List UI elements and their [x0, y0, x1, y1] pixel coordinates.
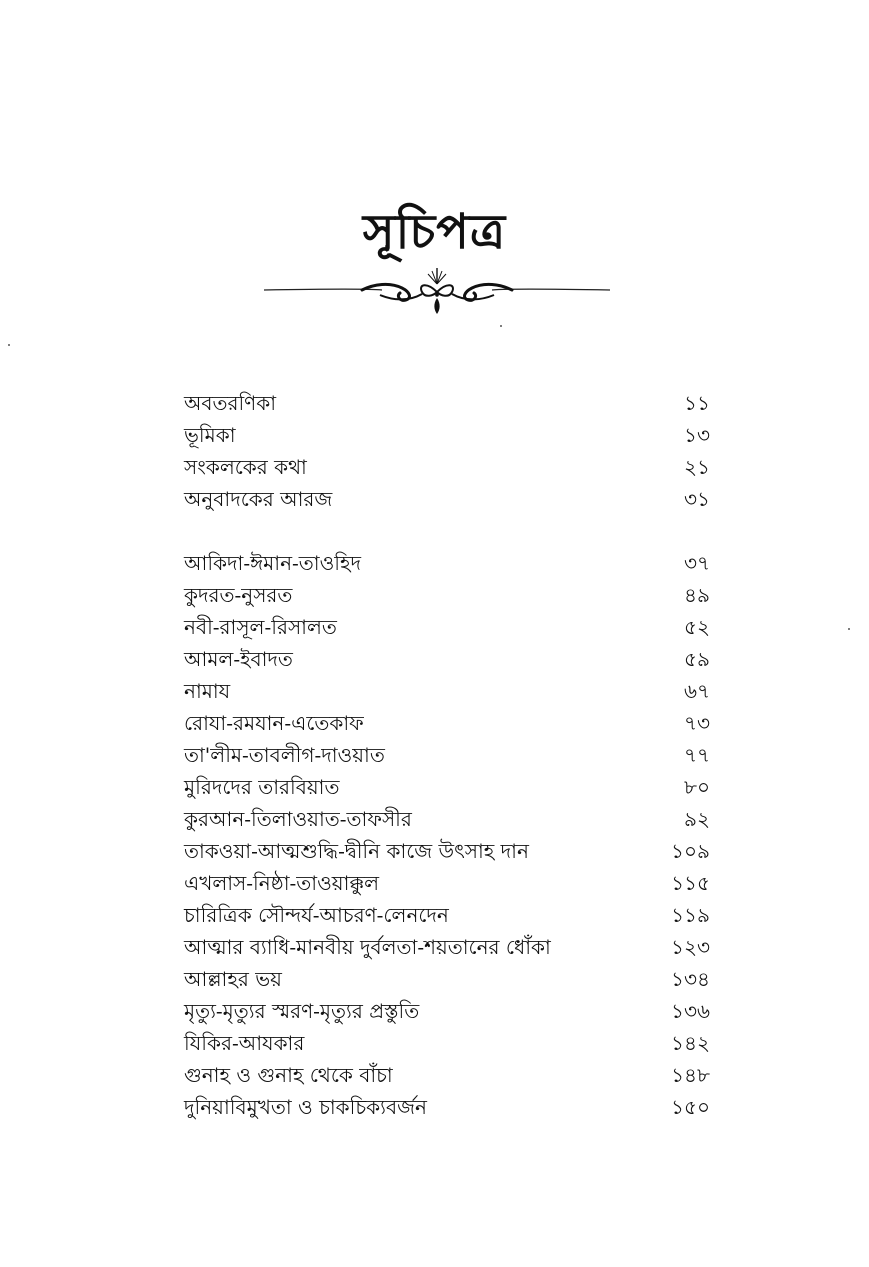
toc-entry-label: মুরিদদের তারবিয়াত [184, 775, 340, 799]
toc-entry-page: ১৪৮ [671, 1063, 710, 1087]
toc-entry[interactable] [184, 835, 710, 867]
toc-entry-page: ১০৯ [671, 839, 710, 863]
toc-entry-page: ৭৩ [683, 711, 710, 735]
toc-entry[interactable] [184, 579, 710, 611]
toc-entry[interactable] [184, 803, 710, 835]
scan-speck [848, 628, 850, 630]
toc-entry[interactable] [184, 931, 710, 963]
toc-entry-page: ৩৭ [683, 551, 710, 575]
toc-entry-page: ১৩৪ [671, 967, 710, 991]
toc-entry-label: তা'লীম-তাবলীগ-দাওয়াত [184, 743, 385, 767]
toc-entry[interactable] [184, 1027, 710, 1059]
toc-entry-label: মৃত্যু-মৃত্যুর স্মরণ-মৃত্যুর প্রস্তুতি [184, 999, 420, 1023]
toc-entry-page: ১১৯ [671, 903, 710, 927]
toc-entry-label: আমল-ইবাদত [184, 647, 293, 671]
toc-entry-label: তাকওয়া-আত্মশুদ্ধি-দ্বীনি কাজে উৎসাহ দান [184, 839, 529, 863]
toc-entry-page: ৬৭ [683, 679, 710, 703]
toc-entry-label: কুরআন-তিলাওয়াত-তাফসীর [184, 807, 412, 831]
toc-entry-label: চারিত্রিক সৌন্দর্য-আচরণ-লেনদেন [184, 903, 449, 927]
toc-entry[interactable] [184, 547, 710, 579]
toc-entry-page: ১৫০ [671, 1095, 710, 1119]
page-title: সূচিপত্র [362, 204, 507, 260]
toc-entry-page: ৫৯ [684, 647, 710, 671]
toc-entry-page: ১২৩ [671, 935, 710, 959]
toc-entry[interactable] [184, 643, 710, 675]
toc-entry[interactable] [184, 483, 710, 515]
toc-entry[interactable] [184, 771, 710, 803]
toc-entry-label: নামায [184, 679, 231, 703]
toc-entry-label: নবী-রাসূল-রিসালত [184, 615, 337, 639]
toc-entry-page: ৩১ [684, 487, 710, 511]
toc-entry-page: ৭৭ [683, 743, 710, 767]
toc-entry[interactable] [184, 1059, 710, 1091]
toc-entry-page: ১১ [684, 391, 710, 415]
toc-entry-label: ভূমিকা [184, 423, 236, 447]
toc-entry[interactable] [184, 675, 710, 707]
toc-entry-label: অনুবাদকের আরজ [184, 487, 333, 511]
toc-entry-page: ৪৯ [684, 583, 710, 607]
toc-entry[interactable] [184, 387, 710, 419]
toc-entry-label: সংকলকের কথা [184, 455, 307, 479]
toc-entry[interactable] [184, 707, 710, 739]
toc-entry-page: ১৪২ [671, 1031, 710, 1055]
toc-entry[interactable] [184, 963, 710, 995]
toc-entry-page: ১১৫ [671, 871, 710, 895]
toc-entry-label: গুনাহ ও গুনাহ থেকে বাঁচা [184, 1063, 393, 1087]
toc-entry-label: রোযা-রমযান-এতেকাফ [184, 711, 364, 735]
decorative-divider-icon [262, 262, 612, 318]
toc-entry-label: আত্মার ব্যাধি-মানবীয় দুর্বলতা-শয়তানের ধোঁকা [184, 935, 551, 959]
toc-entry-page: ২১ [684, 455, 710, 479]
toc-entry-page: ১৩৬ [671, 999, 710, 1023]
toc-entry-label: দুনিয়াবিমুখতা ও চাকচিক্যবর্জন [184, 1095, 427, 1119]
toc-entry[interactable] [184, 419, 710, 451]
toc-entry[interactable] [184, 899, 710, 931]
toc-entry-page: ৫২ [684, 615, 710, 639]
toc-entry-label: আল্লাহর ভয় [184, 967, 282, 991]
toc-entry[interactable] [184, 611, 710, 643]
toc-entry-label: এখলাস-নিষ্ঠা-তাওয়াক্কুল [184, 871, 379, 895]
toc-entry-page: ১৩ [684, 423, 710, 447]
toc-entry[interactable] [184, 739, 710, 771]
toc-entry[interactable] [184, 451, 710, 483]
scan-speck [500, 325, 502, 327]
scan-speck [8, 344, 10, 346]
toc-entry-label: অবতরণিকা [184, 391, 277, 415]
toc-group-front-matter [184, 387, 710, 515]
table-of-contents [184, 387, 710, 1123]
toc-entry-page: ৮০ [684, 775, 710, 799]
toc-group-chapters [184, 547, 710, 1123]
toc-entry-page: ৯২ [684, 807, 710, 831]
toc-entry[interactable] [184, 1091, 710, 1123]
toc-entry-label: কুদরত-নুসরত [184, 583, 293, 607]
toc-entry[interactable] [184, 995, 710, 1027]
toc-entry[interactable] [184, 867, 710, 899]
toc-entry-label: যিকির-আযকার [184, 1031, 305, 1055]
toc-entry-label: আকিদা-ঈমান-তাওহিদ [184, 551, 362, 575]
